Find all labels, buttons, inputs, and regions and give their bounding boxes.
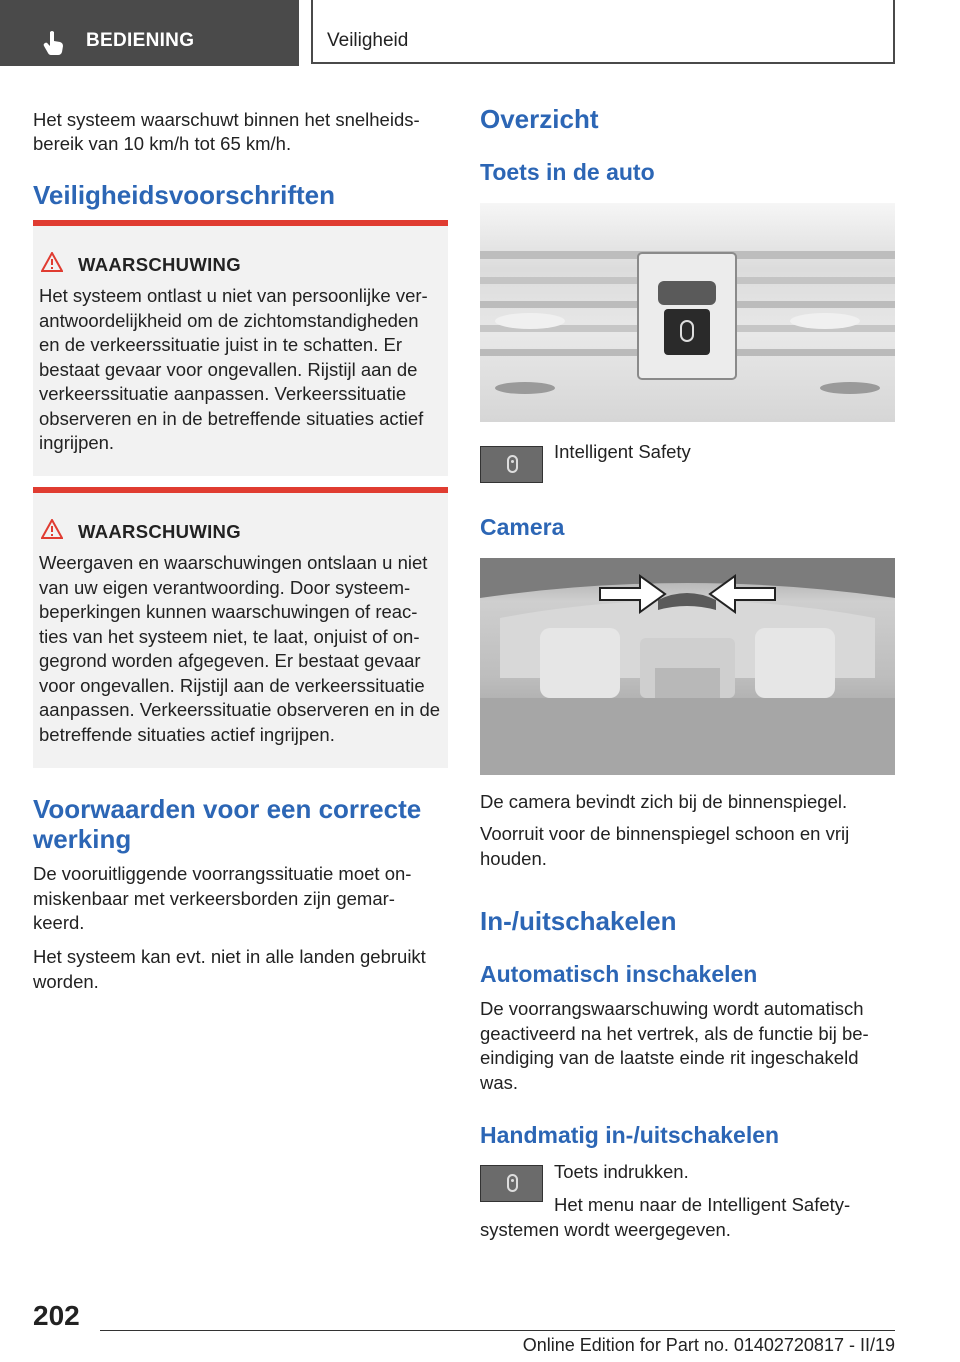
auto-heading: Automatisch inschakelen	[480, 961, 758, 987]
hand-pointer-icon	[42, 30, 66, 56]
intro-line1: Het systeem waarschuwt binnen het snelheids-	[33, 109, 420, 130]
auto-paragraph: De voorrangswaarschuwing wordt automatisch geactiveerd na het vertrek, als de functie bij be-eindiging van de laatste einde rit ingeschakeld was.	[480, 998, 869, 1093]
camera-paragraph-1: De camera bevindt zich bij de binnenspiegel.	[480, 791, 848, 812]
button-caption: Intelligent Safety	[554, 441, 691, 462]
warning-triangle-icon	[41, 519, 63, 539]
manual-heading: Handmatig in-/uitschakelen	[480, 1122, 780, 1148]
chapter-label: BEDIENING	[86, 30, 195, 51]
warning-text-1: Het systeem ontlast u niet van persoonlijke ver-antwoordelijkheid om de zichtomstandigheden en de verkeerssituatie juist in te schatten. Er bestaat gevaar voor ongevallen. Rijstijl aan de verkeerssituatie aanpassen. Verkeerssituatie observeren en in de betreffende situaties actief ingrijpen.	[39, 285, 428, 453]
intro-line2: bereik van 10 km/h tot 65 km/h.	[33, 133, 292, 154]
conditions-paragraph-2: Het systeem kan evt. niet in alle landen gebruikt worden.	[33, 946, 426, 992]
overview-heading: Overzicht	[480, 104, 599, 134]
dashboard-button-photo	[480, 203, 895, 422]
conditions-paragraph-1: De vooruitliggende voorrangssituatie moet on-miskenbaar met verkeersborden zijn gemar-keerd.	[33, 863, 412, 933]
warning-title-1: WAARSCHUWING	[78, 254, 241, 275]
page-number: 202	[33, 1300, 80, 1331]
warning-triangle-icon	[41, 252, 63, 272]
edition-note: Online Edition for Part no. 01402720817 - II/19	[522, 1335, 895, 1355]
conditions-heading: Voorwaarden voor een correcte werking	[33, 794, 422, 854]
chapter-tab[interactable]	[0, 0, 299, 66]
camera-paragraph-2: Voorruit voor de binnenspiegel schoon en vrij houden.	[480, 823, 850, 869]
section-label: Veiligheid	[327, 30, 409, 51]
section-tab	[311, 0, 895, 64]
warning-text-2: Weergaven en waarschuwingen ontslaan u niet van uw eigen verantwoording. Door systeem-beperkingen kunnen waarschuwingen of reac-ties van het systeem niet, te laat, onjuist of on-gegrond worden afgegeven. Er bestaat gevaar voor ongevallen. Rijstijl aan de verkeerssituatie aanpassen. Verkeerssituatie observeren en in de betreffende situaties actief ingrijpen.	[39, 552, 441, 745]
manual-paragraph-1: Toets indrukken.	[554, 1161, 689, 1182]
warning-title-2: WAARSCHUWING	[78, 521, 241, 542]
camera-interior-photo	[480, 558, 895, 775]
manual-paragraph-2: Het menu naar de Intelligent Safety-systemen wordt weergegeven.	[480, 1194, 851, 1240]
intelligent-safety-button-icon	[480, 446, 543, 483]
safety-heading: Veiligheidsvoorschriften	[33, 180, 335, 210]
footer-rule	[100, 1330, 895, 1331]
button-heading: Toets in de auto	[480, 159, 655, 185]
camera-heading: Camera	[480, 514, 565, 540]
warning-box-1	[33, 220, 448, 476]
warning-box-2	[33, 487, 448, 768]
onoff-heading: In-/uitschakelen	[480, 906, 677, 936]
